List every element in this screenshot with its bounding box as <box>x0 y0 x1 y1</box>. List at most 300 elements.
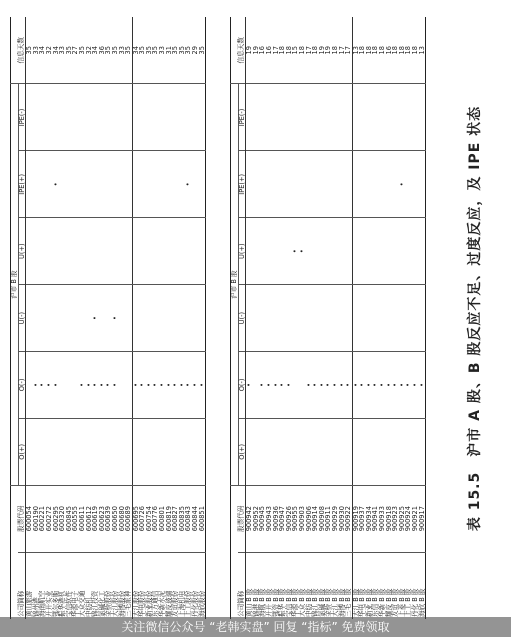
info-days-cell: 35 <box>66 17 73 84</box>
stock-code-cell: 900922 <box>345 485 352 552</box>
mark-cell <box>199 285 206 352</box>
info-days-cell: 35 <box>179 17 186 84</box>
mark-cell <box>152 418 159 485</box>
mark-cell <box>379 418 386 485</box>
mark-cell <box>359 151 366 218</box>
company-name-cell: 氯碱 B 股 <box>317 588 326 617</box>
company-name-cell: 华电股份 <box>138 590 147 617</box>
mark-cell <box>405 218 412 285</box>
mark-cell <box>332 84 339 151</box>
mark-cell <box>86 151 93 218</box>
mark-cell <box>72 84 79 151</box>
company-name-cell: 大江股份 <box>110 590 119 617</box>
mark-cell <box>172 84 179 151</box>
column-header: O(-) <box>238 352 246 419</box>
mark-cell: • <box>312 352 319 419</box>
mark-cell <box>39 84 46 151</box>
mark-cell <box>372 84 379 151</box>
company-name-cell: 海博股份 <box>117 590 126 617</box>
stock-code-cell: 900943 <box>266 485 273 552</box>
mark-cell <box>312 418 319 485</box>
mark-cell <box>352 418 359 485</box>
stock-code-cell: 600689 <box>125 485 132 552</box>
mark-cell: • <box>33 352 40 419</box>
mark-cell <box>379 84 386 151</box>
mark-cell <box>253 285 260 352</box>
company-name-cell: 中纺 B 股 <box>304 588 313 617</box>
mark-cell <box>339 285 346 352</box>
mark-cell <box>292 352 299 419</box>
mark-cell <box>339 84 346 151</box>
mark-cell <box>339 418 346 485</box>
mark-cell: • <box>139 352 146 419</box>
mark-cell <box>192 218 199 285</box>
stock-code-cell: 600827 <box>172 485 179 552</box>
stock-code-cell: 900919 <box>352 485 359 552</box>
company-name-cell: 三毛 B 股 <box>344 588 353 617</box>
mark-cell <box>359 84 366 151</box>
info-days-cell: 17 <box>339 17 346 84</box>
company-name-cell: 大众 B 股 <box>297 588 306 617</box>
mark-cell: • <box>379 352 386 419</box>
mark-cell <box>253 84 260 151</box>
mark-cell: • <box>279 352 286 419</box>
mark-cell <box>53 418 60 485</box>
mark-cell <box>166 218 173 285</box>
mark-cell: • <box>39 352 46 419</box>
mark-cell <box>306 84 313 151</box>
stock-code-cell: 600726 <box>139 485 146 552</box>
info-days-cell: 35 <box>185 17 192 84</box>
mark-cell: • <box>339 352 346 419</box>
mark-cell <box>39 151 46 218</box>
column-header: 信息天数 <box>18 17 26 84</box>
mark-cell <box>345 84 352 151</box>
company-name-cell: 东方通信 <box>151 590 160 617</box>
mark-cell <box>125 84 132 151</box>
mark-cell <box>46 418 53 485</box>
mark-cell: • <box>99 352 106 419</box>
info-days-cell: 27 <box>72 17 79 84</box>
mark-cell <box>172 285 179 352</box>
mark-cell: • <box>359 352 366 419</box>
company-name-cell: 华电 B 股 <box>358 588 367 617</box>
mark-cell <box>59 352 66 419</box>
mark-cell <box>392 285 399 352</box>
company-name-cell: 东信 B 股 <box>371 588 380 617</box>
mark-cell <box>26 418 33 485</box>
company-name-cell: 上工 B 股 <box>404 588 413 617</box>
mark-cell <box>332 218 339 285</box>
mark-cell <box>392 84 399 151</box>
company-name-cell: 华新 B 股 <box>378 588 387 617</box>
mark-cell <box>332 418 339 485</box>
mark-cell <box>299 151 306 218</box>
mark-cell <box>152 285 159 352</box>
mark-cell <box>46 218 53 285</box>
info-days-cell: 35 <box>79 17 86 84</box>
stock-code-cell: 900923 <box>392 485 399 552</box>
company-name-cell: 海欣 B 股 <box>417 588 426 617</box>
mark-cell: • <box>53 151 60 218</box>
mark-cell <box>325 84 332 151</box>
mark-cell: • <box>53 352 60 419</box>
mark-cell <box>372 285 379 352</box>
mark-cell <box>405 84 412 151</box>
mark-cell <box>152 218 159 285</box>
info-days-cell: 17 <box>306 17 313 84</box>
mark-cell <box>119 285 126 352</box>
group-header: 沪市 B 股 <box>11 84 19 485</box>
stock-code-cell: 900914 <box>312 485 319 552</box>
mark-cell <box>53 84 60 151</box>
mark-cell <box>266 285 273 352</box>
mark-cell <box>325 151 332 218</box>
mark-cell <box>319 84 326 151</box>
stock-code-cell: 600695 <box>132 485 139 552</box>
mark-cell: • <box>392 352 399 419</box>
mark-cell <box>253 218 260 285</box>
mark-cell <box>99 418 106 485</box>
stock-code-cell: 600844 <box>192 485 199 552</box>
mark-cell: • <box>292 218 299 285</box>
mark-cell <box>125 418 132 485</box>
mark-cell <box>312 285 319 352</box>
mark-cell: • <box>132 352 139 419</box>
mark-cell <box>172 218 179 285</box>
mark-cell <box>33 84 40 151</box>
company-name-cell: 锦江 B 股 <box>311 588 320 617</box>
company-name-cell: 新亚股份 <box>144 590 153 617</box>
mark-cell <box>279 285 286 352</box>
mark-cell <box>299 285 306 352</box>
mark-cell <box>66 84 73 151</box>
mark-cell <box>199 151 206 218</box>
mark-cell <box>146 285 153 352</box>
company-name-cell: 上海机电 <box>177 590 186 617</box>
mark-cell: • <box>92 352 99 419</box>
info-days-cell: 19 <box>253 17 260 84</box>
mark-cell <box>46 285 53 352</box>
mark-cell <box>199 84 206 151</box>
mark-cell <box>306 151 313 218</box>
mark-cell <box>405 418 412 485</box>
mark-cell <box>132 151 139 218</box>
company-name-cell: 中纺机 <box>84 597 93 617</box>
stock-code-cell: 600221 <box>39 485 46 552</box>
info-days-cell: 18 <box>399 17 406 84</box>
mark-cell: • <box>332 352 339 419</box>
mark-cell <box>392 218 399 285</box>
stock-code-cell: 900926 <box>286 485 293 552</box>
mark-cell: • <box>386 352 393 419</box>
company-name-cell: 海博 B 股 <box>337 588 346 617</box>
mark-cell <box>66 151 73 218</box>
info-days-cell: 34 <box>39 17 46 84</box>
mark-cell <box>279 418 286 485</box>
mark-cell: • <box>112 352 119 419</box>
stock-code-cell: 600639 <box>105 485 112 552</box>
stock-code-cell: 900929 <box>332 485 339 552</box>
mark-cell <box>26 285 33 352</box>
company-name-cell: 鄂资 B 股 <box>271 588 280 617</box>
mark-cell <box>306 218 313 285</box>
stock-code-cell: 900933 <box>379 485 386 552</box>
table-row <box>199 17 206 619</box>
mark-cell <box>399 285 406 352</box>
mark-cell: • <box>299 218 306 285</box>
mark-cell <box>92 84 99 151</box>
info-days-cell: 18 <box>279 17 286 84</box>
stock-code-cell: 900906 <box>306 485 313 552</box>
mark-cell <box>306 418 313 485</box>
mark-cell: • <box>199 352 206 419</box>
mark-cell <box>312 218 319 285</box>
column-header: 公司简称 <box>238 552 246 619</box>
mark-cell <box>253 151 260 218</box>
mark-cell <box>379 151 386 218</box>
stock-code-cell: 600623 <box>99 485 106 552</box>
mark-cell <box>359 285 366 352</box>
stock-code-cell: 900908 <box>319 485 326 552</box>
mark-cell <box>366 285 373 352</box>
mark-cell <box>139 151 146 218</box>
mark-cell <box>66 352 73 419</box>
mark-cell: • <box>273 352 280 419</box>
mark-cell <box>79 418 86 485</box>
mark-cell: • <box>366 352 373 419</box>
mark-cell <box>92 218 99 285</box>
mark-cell <box>159 218 166 285</box>
mark-cell: • <box>405 352 412 419</box>
group-header: 沪市 B 股 <box>231 84 239 485</box>
mark-cell <box>139 285 146 352</box>
mark-cell <box>105 151 112 218</box>
stock-code-cell: 900936 <box>273 485 280 552</box>
mark-cell <box>386 418 393 485</box>
mark-cell <box>419 151 426 218</box>
info-days-cell: 13 <box>419 17 426 84</box>
stock-code-cell: 600776 <box>152 485 159 552</box>
mark-cell <box>273 218 280 285</box>
mark-cell <box>192 151 199 218</box>
mark-cell: • <box>166 352 173 419</box>
mark-cell <box>86 418 93 485</box>
mark-cell <box>312 151 319 218</box>
mark-cell: • <box>319 352 326 419</box>
mark-cell <box>332 285 339 352</box>
info-days-cell: 19 <box>325 17 332 84</box>
mark-cell: • <box>259 352 266 419</box>
mark-cell <box>279 84 286 151</box>
mark-cell <box>292 151 299 218</box>
column-header: IPE(+) <box>238 151 246 218</box>
mark-cell: • <box>146 352 153 419</box>
mark-cell <box>119 151 126 218</box>
mark-cell <box>292 418 299 485</box>
info-days-cell: 34 <box>53 17 60 84</box>
column-header: IPE(-) <box>238 84 246 151</box>
stock-code-cell: 900917 <box>419 485 426 552</box>
company-name-cell: 华新水泥 <box>158 590 167 617</box>
mark-cell <box>146 418 153 485</box>
mark-cell <box>399 418 406 485</box>
mark-cell: • <box>412 352 419 419</box>
mark-cell: • <box>152 352 159 419</box>
mark-cell <box>192 84 199 151</box>
mark-cell <box>105 418 112 485</box>
mark-cell <box>366 418 373 485</box>
mark-cell <box>185 84 192 151</box>
mark-cell <box>372 418 379 485</box>
mark-cell <box>72 218 79 285</box>
mark-cell: • <box>266 352 273 419</box>
stock-code-cell: 600801 <box>159 485 166 552</box>
info-days-cell: 17 <box>345 17 352 84</box>
stock-code-cell: 600295 <box>53 485 60 552</box>
mark-cell <box>366 218 373 285</box>
mark-cell <box>412 285 419 352</box>
column-header: 信息天数 <box>238 17 246 84</box>
a-share-table <box>10 17 206 619</box>
company-name-cell: 宝信 B 股 <box>284 588 293 617</box>
info-days-cell: 19 <box>319 17 326 84</box>
mark-cell <box>266 218 273 285</box>
mark-cell <box>99 285 106 352</box>
mark-cell <box>119 218 126 285</box>
mark-cell <box>166 84 173 151</box>
mark-cell <box>405 285 412 352</box>
mark-cell: • <box>172 352 179 419</box>
info-days-cell: 35 <box>172 17 179 84</box>
mark-cell <box>132 418 139 485</box>
mark-cell <box>53 285 60 352</box>
mark-cell <box>46 84 53 151</box>
mark-cell <box>266 151 273 218</box>
stock-code-cell: 900952 <box>253 485 260 552</box>
mark-cell: • <box>92 285 99 352</box>
mark-cell <box>286 151 293 218</box>
column-header: U(+) <box>238 218 246 285</box>
mark-cell <box>366 151 373 218</box>
mark-cell <box>372 151 379 218</box>
mark-cell <box>366 84 373 151</box>
mark-cell <box>246 285 253 352</box>
info-days-cell: 35 <box>105 17 112 84</box>
company-name-cell: 黄山旅游 <box>25 590 34 617</box>
mark-cell <box>112 218 119 285</box>
mark-cell <box>159 285 166 352</box>
mark-cell <box>112 418 119 485</box>
company-name-cell: 大众交通 <box>77 590 86 617</box>
mark-cell <box>105 218 112 285</box>
mark-cell <box>372 218 379 285</box>
mark-cell <box>192 285 199 352</box>
stock-code-cell: 600650 <box>112 485 119 552</box>
mark-cell <box>179 218 186 285</box>
mark-cell <box>119 418 126 485</box>
company-name-cell: 海航 B 股 <box>258 588 267 617</box>
info-days-cell: 35 <box>146 17 153 84</box>
info-days-cell: 35 <box>112 17 119 84</box>
mark-cell: • <box>419 352 426 419</box>
mark-cell <box>345 151 352 218</box>
company-name-cell: 氯碱化工 <box>97 590 106 617</box>
stock-code-cell: 600851 <box>199 485 206 552</box>
info-days-cell: 33 <box>33 17 40 84</box>
mark-cell <box>33 418 40 485</box>
mark-cell <box>99 84 106 151</box>
stock-code-cell: 900945 <box>259 485 266 552</box>
mark-cell <box>273 84 280 151</box>
info-days-cell: 18 <box>392 17 399 84</box>
mark-cell <box>199 218 206 285</box>
column-header: O(+) <box>18 418 26 485</box>
mark-cell <box>345 218 352 285</box>
company-name-cell: 开开 B 股 <box>264 588 273 617</box>
mark-cell <box>66 285 73 352</box>
mark-cell <box>172 151 179 218</box>
company-name-cell: 华源 B 股 <box>291 588 300 617</box>
mark-cell <box>399 84 406 151</box>
mark-cell <box>325 218 332 285</box>
mark-cell <box>386 218 393 285</box>
mark-cell <box>419 84 426 151</box>
company-name-cell: 上工股份 <box>184 590 193 617</box>
info-days-cell: 33 <box>159 17 166 84</box>
info-days-cell: 16 <box>266 17 273 84</box>
table-body <box>26 17 206 619</box>
mark-cell <box>139 84 146 151</box>
stock-code-cell: 900941 <box>372 485 379 552</box>
mark-cell <box>185 285 192 352</box>
stock-code-cell: 600680 <box>119 485 126 552</box>
company-name-cell: 金桥 B 股 <box>324 588 333 617</box>
mark-cell <box>119 352 126 419</box>
info-days-cell: 18 <box>372 17 379 84</box>
info-days-cell: 18 <box>332 17 339 84</box>
stock-code-cell: 600612 <box>86 485 93 552</box>
stock-code-cell: 600835 <box>179 485 186 552</box>
mark-cell <box>59 151 66 218</box>
mark-cell: • <box>86 352 93 419</box>
mark-cell <box>325 418 332 485</box>
company-name-cell: 大江股份 <box>132 552 139 619</box>
watermark-banner: 关注微信公众号 “老韩实盘” 回复 “指标” 免费领取 <box>0 617 511 637</box>
mark-cell: • <box>345 352 352 419</box>
info-days-cell: 18 <box>312 17 319 84</box>
mark-cell <box>66 418 73 485</box>
info-days-cell: 18 <box>412 17 419 84</box>
mark-cell <box>292 285 299 352</box>
mark-cell <box>139 418 146 485</box>
mark-cell <box>379 285 386 352</box>
company-name-cell: 耀皮 B 股 <box>384 588 393 617</box>
mark-cell <box>132 218 139 285</box>
mark-cell <box>92 151 99 218</box>
mark-cell <box>273 285 280 352</box>
info-days-cell: 15 <box>292 17 299 84</box>
mark-cell <box>26 151 33 218</box>
mark-cell <box>119 84 126 151</box>
mark-cell <box>339 218 346 285</box>
mark-cell <box>72 151 79 218</box>
mark-cell <box>345 285 352 352</box>
info-days-cell: 35 <box>26 17 33 84</box>
stock-code-cell: 600320 <box>59 485 66 552</box>
stock-code-cell: 600843 <box>185 485 192 552</box>
stock-code-cell: 600619 <box>92 485 99 552</box>
